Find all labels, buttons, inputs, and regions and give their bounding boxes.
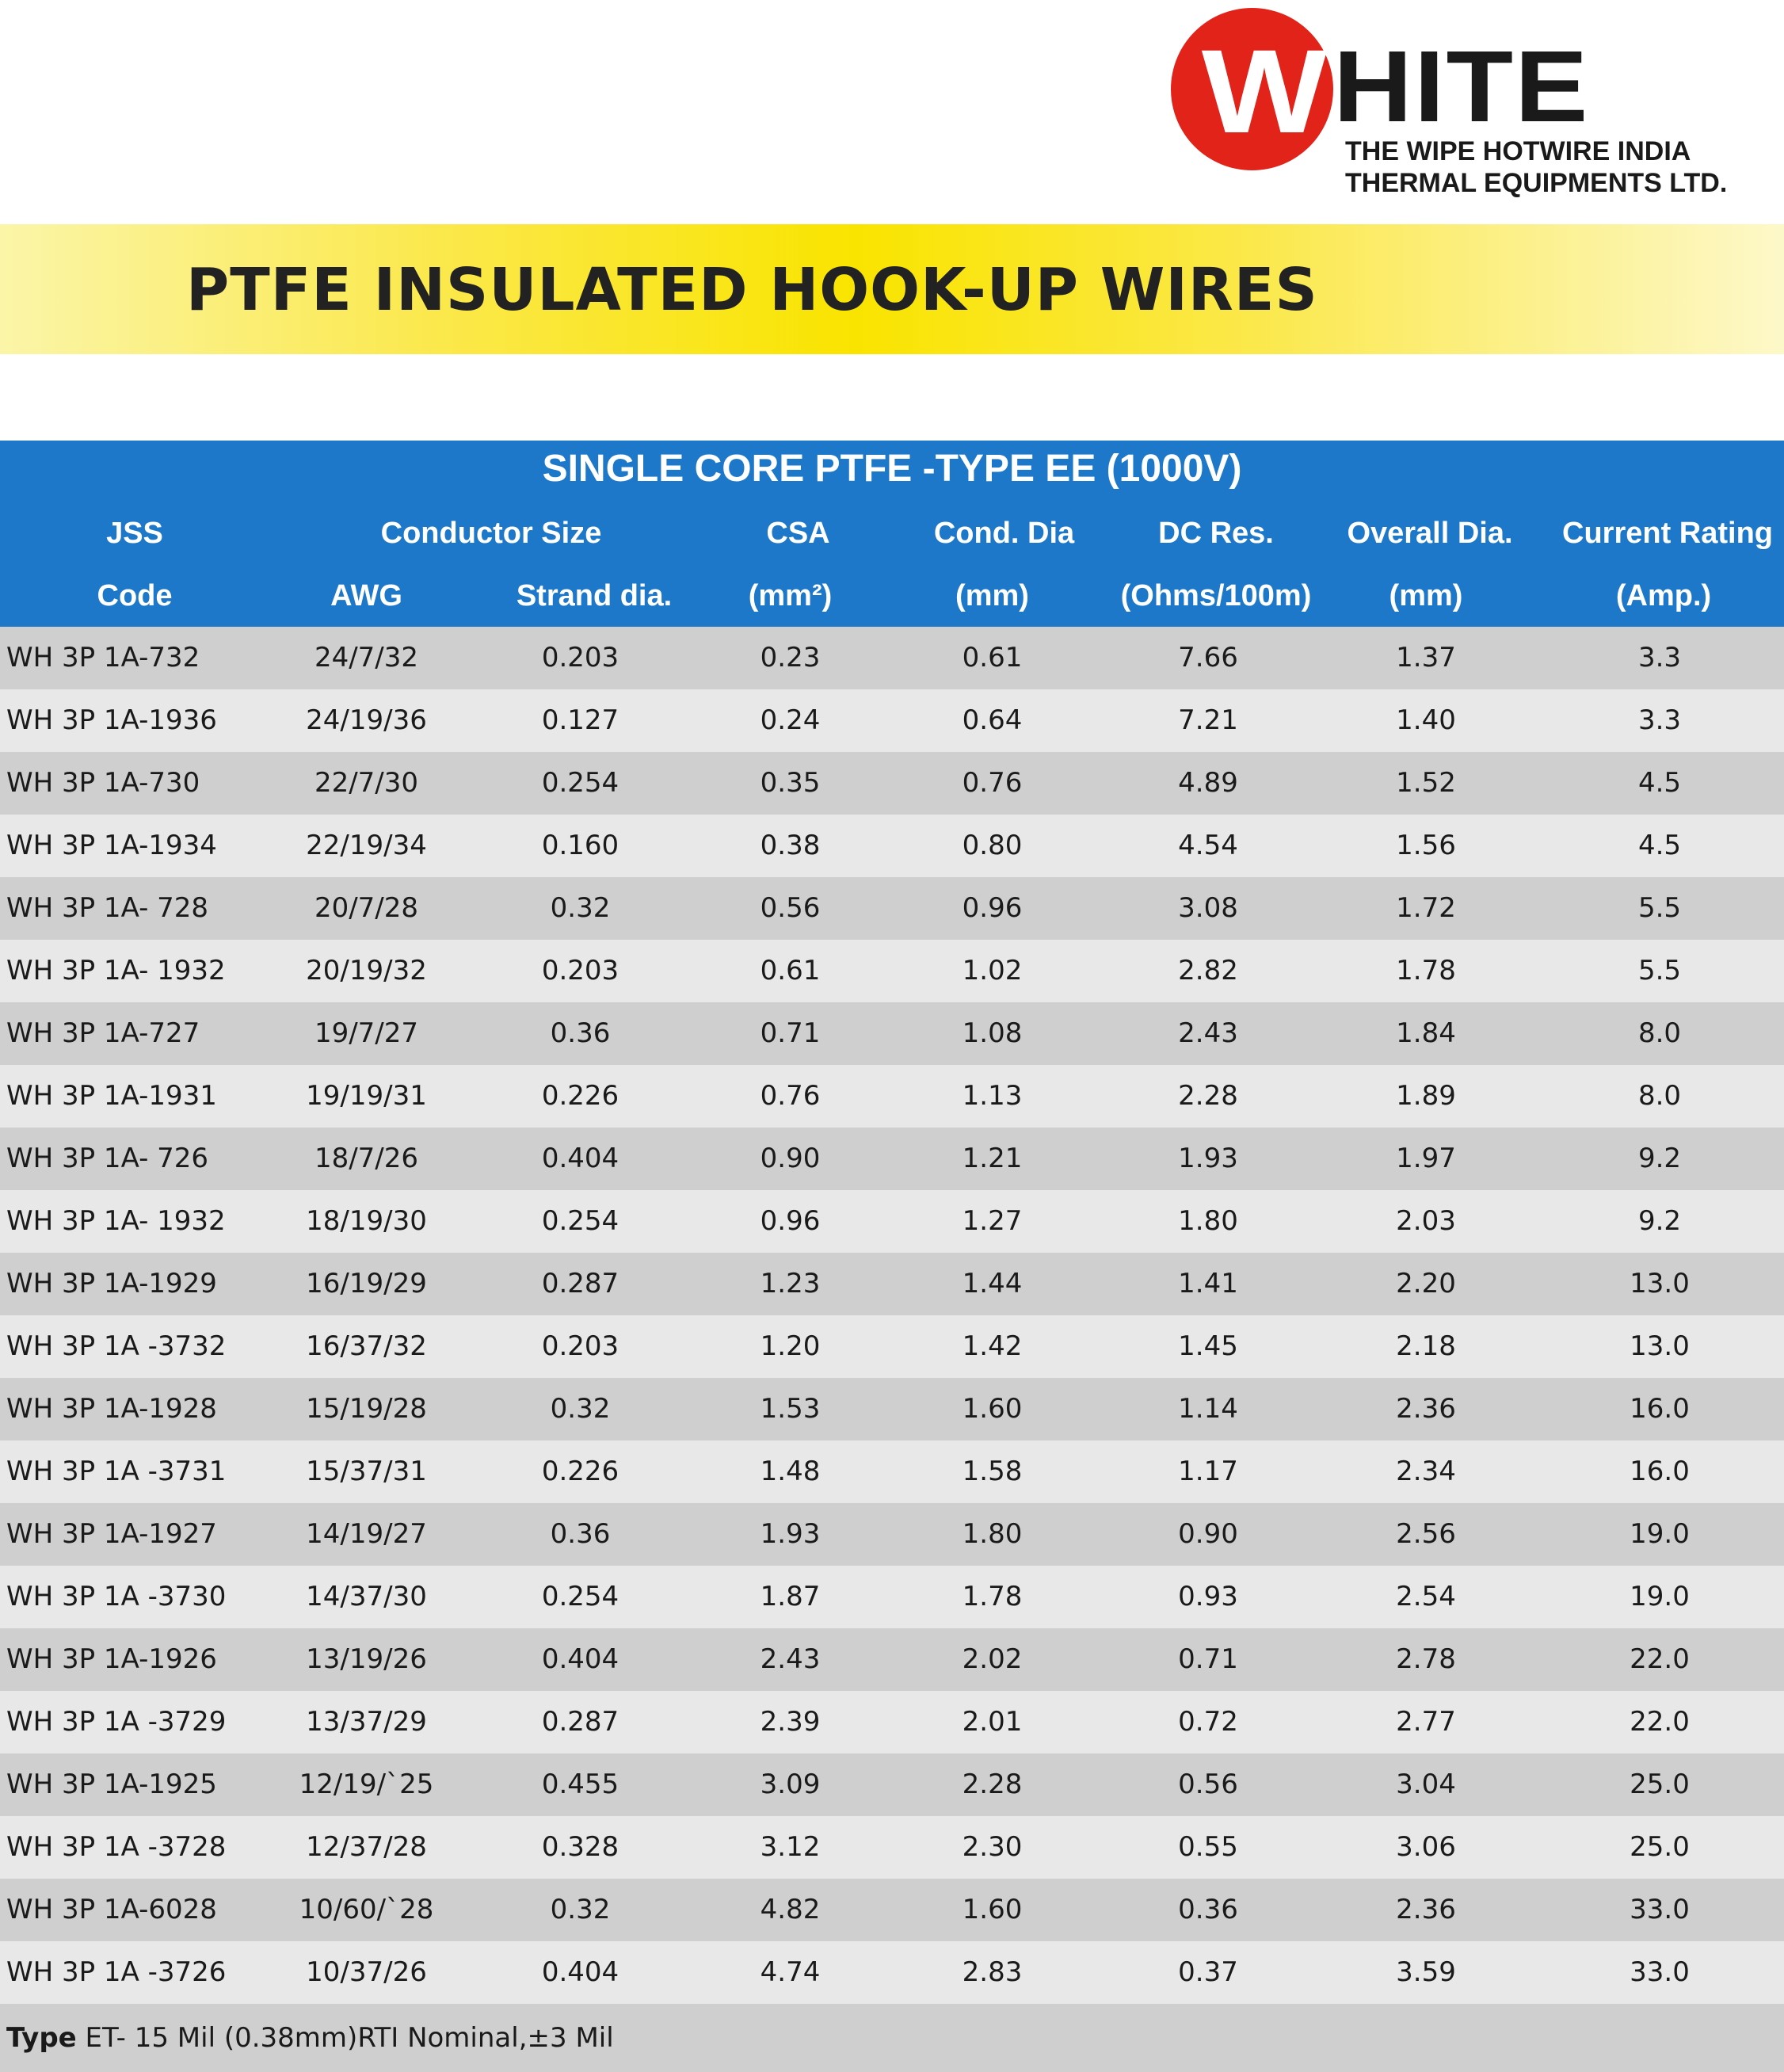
cell-cond-dia: 1.42: [962, 1330, 1023, 1362]
table-row: [0, 1941, 1784, 2004]
cell-overall-dia: 3.59: [1396, 1956, 1456, 1988]
table-row: [0, 1816, 1784, 1879]
cell-awg: 19/19/31: [306, 1080, 427, 1112]
cell-csa: 1.48: [760, 1456, 821, 1487]
cell-overall-dia: 1.72: [1396, 892, 1456, 924]
cell-overall-dia: 2.56: [1396, 1518, 1456, 1550]
cell-code: WH 3P 1A-730: [6, 767, 200, 799]
cell-current-rating: 22.0: [1630, 1706, 1690, 1738]
cell-strand-dia: 0.203: [541, 642, 619, 673]
cell-csa: 0.23: [760, 642, 821, 673]
cell-overall-dia: 2.78: [1396, 1643, 1456, 1675]
cell-overall-dia: 1.84: [1396, 1017, 1456, 1049]
cell-code: WH 3P 1A-6028: [6, 1894, 217, 1925]
cell-csa: 4.74: [760, 1956, 821, 1988]
cell-awg: 14/19/27: [306, 1518, 427, 1550]
cell-awg: 18/7/26: [314, 1143, 419, 1174]
cell-awg: 22/19/34: [306, 830, 427, 861]
cell-strand-dia: 0.203: [541, 955, 619, 986]
cell-current-rating: 33.0: [1630, 1894, 1690, 1925]
cell-code: WH 3P 1A-1926: [6, 1643, 217, 1675]
cell-current-rating: 8.0: [1637, 1017, 1682, 1049]
cell-csa: 0.56: [760, 892, 821, 924]
cell-code: WH 3P 1A- 728: [6, 892, 209, 924]
cell-strand-dia: 0.226: [541, 1456, 619, 1487]
cell-csa: 0.24: [760, 704, 821, 736]
header-awg: AWG: [330, 579, 402, 612]
cell-awg: 15/37/31: [306, 1456, 427, 1487]
table-row: [0, 1128, 1784, 1190]
cell-awg: 15/19/28: [306, 1393, 427, 1425]
header-current-rating: Current Rating: [1562, 517, 1773, 550]
cell-overall-dia: 2.18: [1396, 1330, 1456, 1362]
cell-csa: 0.38: [760, 830, 821, 861]
cell-cond-dia: 1.13: [962, 1080, 1023, 1112]
cell-cond-dia: 2.30: [962, 1831, 1023, 1863]
cell-awg: 24/19/36: [306, 704, 427, 736]
cell-csa: 1.23: [760, 1268, 821, 1299]
cell-dc-res: 4.54: [1178, 830, 1238, 861]
cell-overall-dia: 1.40: [1396, 704, 1456, 736]
header-conductor-size: Conductor Size: [380, 517, 602, 550]
cell-csa: 2.43: [760, 1643, 821, 1675]
cell-dc-res: 3.08: [1178, 892, 1238, 924]
cell-overall-dia: 2.20: [1396, 1268, 1456, 1299]
header-jss: JSS: [106, 517, 163, 550]
table-body: [0, 627, 1784, 2004]
cell-overall-dia: 3.06: [1396, 1831, 1456, 1863]
cell-csa: 1.93: [760, 1518, 821, 1550]
cell-code: WH 3P 1A- 1932: [6, 955, 226, 986]
table-row: [0, 752, 1784, 815]
header-csa: CSA: [766, 517, 830, 550]
cell-current-rating: 3.3: [1637, 704, 1682, 736]
cell-cond-dia: 1.58: [962, 1456, 1023, 1487]
cell-overall-dia: 1.56: [1396, 830, 1456, 861]
header-dc-res-unit: (Ohms/100m): [1120, 579, 1312, 612]
cell-dc-res: 2.82: [1178, 955, 1238, 986]
cell-current-rating: 33.0: [1630, 1956, 1690, 1988]
cell-code: WH 3P 1A-1934: [6, 830, 217, 861]
cell-current-rating: 9.2: [1637, 1143, 1682, 1174]
cell-strand-dia: 0.404: [541, 1143, 619, 1174]
cell-awg: 20/19/32: [306, 955, 427, 986]
header-cond-dia: Cond. Dia: [933, 517, 1075, 550]
cell-awg: 13/37/29: [306, 1706, 427, 1738]
company-logo: [1171, 8, 1757, 198]
cell-cond-dia: 0.61: [962, 642, 1023, 673]
cell-current-rating: 25.0: [1630, 1769, 1690, 1800]
table-row: [0, 1753, 1784, 1816]
cell-current-rating: 3.3: [1637, 642, 1682, 673]
cell-awg: 24/7/32: [314, 642, 419, 673]
cell-csa: 1.87: [760, 1581, 821, 1612]
table-row: [0, 1566, 1784, 1628]
cell-awg: 16/37/32: [306, 1330, 427, 1362]
header-overall-dia: Overall Dia.: [1347, 517, 1513, 550]
cell-strand-dia: 0.32: [550, 1393, 611, 1425]
table-row: [0, 1628, 1784, 1691]
cell-overall-dia: 2.36: [1396, 1894, 1456, 1925]
cell-dc-res: 0.93: [1178, 1581, 1238, 1612]
cell-overall-dia: 2.36: [1396, 1393, 1456, 1425]
cell-dc-res: 1.93: [1178, 1143, 1238, 1174]
table-row: [0, 1378, 1784, 1440]
cell-awg: 16/19/29: [306, 1268, 427, 1299]
cell-csa: 0.35: [760, 767, 821, 799]
cell-strand-dia: 0.254: [541, 1581, 619, 1612]
cell-csa: 3.09: [760, 1769, 821, 1800]
cell-dc-res: 7.66: [1178, 642, 1238, 673]
cell-current-rating: 9.2: [1637, 1205, 1682, 1237]
cell-awg: 13/19/26: [306, 1643, 427, 1675]
cell-csa: 1.53: [760, 1393, 821, 1425]
cell-cond-dia: 1.78: [962, 1581, 1023, 1612]
table-row: [0, 940, 1784, 1002]
cell-awg: 10/60/`28: [299, 1894, 434, 1925]
cell-current-rating: 5.5: [1637, 955, 1682, 986]
cell-overall-dia: 1.78: [1396, 955, 1456, 986]
cell-overall-dia: 2.34: [1396, 1456, 1456, 1487]
cell-overall-dia: 1.97: [1396, 1143, 1456, 1174]
cell-awg: 20/7/28: [314, 892, 419, 924]
cell-cond-dia: 0.64: [962, 704, 1023, 736]
cell-csa: 0.61: [760, 955, 821, 986]
cell-cond-dia: 2.01: [962, 1706, 1023, 1738]
cell-code: WH 3P 1A-1931: [6, 1080, 217, 1112]
header-row-2: [0, 565, 1784, 627]
cell-strand-dia: 0.254: [541, 1205, 619, 1237]
cell-awg: 18/19/30: [306, 1205, 427, 1237]
table-footer-note: [0, 2004, 1784, 2072]
cell-code: WH 3P 1A-1929: [6, 1268, 217, 1299]
cell-strand-dia: 0.226: [541, 1080, 619, 1112]
cell-csa: 2.39: [760, 1706, 821, 1738]
cell-overall-dia: 2.03: [1396, 1205, 1456, 1237]
cell-cond-dia: 2.28: [962, 1769, 1023, 1800]
cell-code: WH 3P 1A-727: [6, 1017, 200, 1049]
cell-overall-dia: 1.89: [1396, 1080, 1456, 1112]
table-row: [0, 1503, 1784, 1566]
table-row: [0, 1315, 1784, 1378]
cell-strand-dia: 0.404: [541, 1643, 619, 1675]
table-row: [0, 1190, 1784, 1253]
cell-cond-dia: 0.80: [962, 830, 1023, 861]
cell-code: WH 3P 1A-732: [6, 642, 200, 673]
table-row: [0, 1691, 1784, 1753]
cell-csa: 0.76: [760, 1080, 821, 1112]
cell-code: WH 3P 1A-1928: [6, 1393, 217, 1425]
cell-dc-res: 1.45: [1178, 1330, 1238, 1362]
cell-overall-dia: 3.04: [1396, 1769, 1456, 1800]
table-row: [0, 1440, 1784, 1503]
cell-code: WH 3P 1A -3726: [6, 1956, 227, 1988]
cell-awg: 22/7/30: [314, 767, 419, 799]
cell-current-rating: 22.0: [1630, 1643, 1690, 1675]
cell-current-rating: 19.0: [1630, 1518, 1690, 1550]
cell-awg: 10/37/26: [306, 1956, 427, 1988]
wire-spec-table: [0, 441, 1784, 2072]
cell-cond-dia: 0.76: [962, 767, 1023, 799]
cell-overall-dia: 2.77: [1396, 1706, 1456, 1738]
header-code: Code: [97, 579, 173, 612]
cell-dc-res: 7.21: [1178, 704, 1238, 736]
cell-current-rating: 4.5: [1637, 830, 1682, 861]
cell-dc-res: 0.71: [1178, 1643, 1238, 1675]
cell-awg: 19/7/27: [314, 1017, 419, 1049]
table-row: [0, 1002, 1784, 1065]
cell-code: WH 3P 1A-1925: [6, 1769, 217, 1800]
cell-strand-dia: 0.455: [541, 1769, 619, 1800]
cell-dc-res: 0.55: [1178, 1831, 1238, 1863]
cell-cond-dia: 2.02: [962, 1643, 1023, 1675]
cell-cond-dia: 1.08: [962, 1017, 1023, 1049]
table-row: [0, 1253, 1784, 1315]
cell-code: WH 3P 1A-1927: [6, 1518, 217, 1550]
cell-overall-dia: 1.52: [1396, 767, 1456, 799]
table-header: [0, 441, 1784, 627]
cell-strand-dia: 0.127: [541, 704, 619, 736]
cell-csa: 1.20: [760, 1330, 821, 1362]
cell-overall-dia: 2.54: [1396, 1581, 1456, 1612]
cell-strand-dia: 0.203: [541, 1330, 619, 1362]
cell-code: WH 3P 1A -3728: [6, 1831, 227, 1863]
footer-note: ET- 15 Mil (0.38mm)RTI Nominal,±3 Mil: [85, 2022, 614, 2054]
footer-bold-label: Type: [6, 2022, 77, 2054]
cell-csa: 0.71: [760, 1017, 821, 1049]
cell-dc-res: 0.56: [1178, 1769, 1238, 1800]
table-row: [0, 1065, 1784, 1128]
cell-dc-res: 2.28: [1178, 1080, 1238, 1112]
cell-current-rating: 25.0: [1630, 1831, 1690, 1863]
cell-strand-dia: 0.160: [541, 830, 619, 861]
cell-dc-res: 0.90: [1178, 1518, 1238, 1550]
cell-cond-dia: 0.96: [962, 892, 1023, 924]
page-title: PTFE INSULATED HOOK-UP WIRES: [186, 256, 1318, 324]
cell-cond-dia: 1.44: [962, 1268, 1023, 1299]
cell-dc-res: 4.89: [1178, 767, 1238, 799]
cell-code: WH 3P 1A- 726: [6, 1143, 209, 1174]
cell-code: WH 3P 1A -3729: [6, 1706, 227, 1738]
table-row: [0, 627, 1784, 689]
title-banner: [0, 224, 1784, 354]
cell-strand-dia: 0.404: [541, 1956, 619, 1988]
cell-strand-dia: 0.36: [550, 1518, 611, 1550]
cell-code: WH 3P 1A -3732: [6, 1330, 227, 1362]
cell-dc-res: 2.43: [1178, 1017, 1238, 1049]
cell-cond-dia: 1.02: [962, 955, 1023, 986]
table-row: [0, 877, 1784, 940]
cell-csa: 3.12: [760, 1831, 821, 1863]
cell-strand-dia: 0.328: [541, 1831, 619, 1863]
cell-strand-dia: 0.287: [541, 1706, 619, 1738]
cell-dc-res: 1.80: [1178, 1205, 1238, 1237]
cell-dc-res: 0.36: [1178, 1894, 1238, 1925]
cell-cond-dia: 2.83: [962, 1956, 1023, 1988]
cell-strand-dia: 0.254: [541, 767, 619, 799]
cell-current-rating: 5.5: [1637, 892, 1682, 924]
cell-strand-dia: 0.32: [550, 1894, 611, 1925]
logo-tagline-1: THE WIPE HOTWIRE INDIA: [1345, 136, 1691, 166]
cell-dc-res: 1.41: [1178, 1268, 1238, 1299]
logo-letter-w: W: [1201, 25, 1328, 158]
logo-tagline-2: THERMAL EQUIPMENTS LTD.: [1345, 168, 1728, 198]
cell-code: WH 3P 1A -3731: [6, 1456, 227, 1487]
cell-dc-res: 1.17: [1178, 1456, 1238, 1487]
table-row: [0, 815, 1784, 877]
header-current-rating-unit: (Amp.): [1615, 579, 1712, 612]
cell-strand-dia: 0.32: [550, 892, 611, 924]
cell-cond-dia: 1.60: [962, 1894, 1023, 1925]
cell-code: WH 3P 1A-1936: [6, 704, 217, 736]
cell-dc-res: 0.72: [1178, 1706, 1238, 1738]
logo-wordmark: HITE: [1333, 30, 1590, 143]
cell-awg: 14/37/30: [306, 1581, 427, 1612]
cell-csa: 4.82: [760, 1894, 821, 1925]
cell-awg: 12/19/`25: [299, 1769, 434, 1800]
cell-current-rating: 8.0: [1637, 1080, 1682, 1112]
cell-code: WH 3P 1A- 1932: [6, 1205, 226, 1237]
cell-cond-dia: 1.27: [962, 1205, 1023, 1237]
header-row-1: [0, 502, 1784, 564]
cell-current-rating: 16.0: [1630, 1456, 1690, 1487]
cell-strand-dia: 0.36: [550, 1017, 611, 1049]
cell-current-rating: 13.0: [1630, 1330, 1690, 1362]
cell-csa: 0.90: [760, 1143, 821, 1174]
cell-current-rating: 4.5: [1637, 767, 1682, 799]
cell-awg: 12/37/28: [306, 1831, 427, 1863]
cell-current-rating: 13.0: [1630, 1268, 1690, 1299]
table-caption: SINGLE CORE PTFE -TYPE EE (1000V): [542, 448, 1242, 490]
cell-code: WH 3P 1A -3730: [6, 1581, 227, 1612]
cell-cond-dia: 1.21: [962, 1143, 1023, 1174]
cell-dc-res: 0.37: [1178, 1956, 1238, 1988]
cell-overall-dia: 1.37: [1396, 642, 1456, 673]
cell-current-rating: 19.0: [1630, 1581, 1690, 1612]
table-row: [0, 689, 1784, 752]
cell-cond-dia: 1.60: [962, 1393, 1023, 1425]
header-strand-dia: Strand dia.: [516, 579, 673, 612]
footer-text: [6, 2004, 614, 2072]
table-row: [0, 1879, 1784, 1941]
cell-strand-dia: 0.287: [541, 1268, 619, 1299]
header-overall-dia-unit: (mm): [1389, 579, 1463, 612]
header-dc-res: DC Res.: [1158, 517, 1274, 550]
cell-cond-dia: 1.80: [962, 1518, 1023, 1550]
cell-dc-res: 1.14: [1178, 1393, 1238, 1425]
cell-csa: 0.96: [760, 1205, 821, 1237]
header-csa-unit: (mm²): [748, 579, 833, 612]
header-cond-dia-unit: (mm): [955, 579, 1029, 612]
cell-current-rating: 16.0: [1630, 1393, 1690, 1425]
